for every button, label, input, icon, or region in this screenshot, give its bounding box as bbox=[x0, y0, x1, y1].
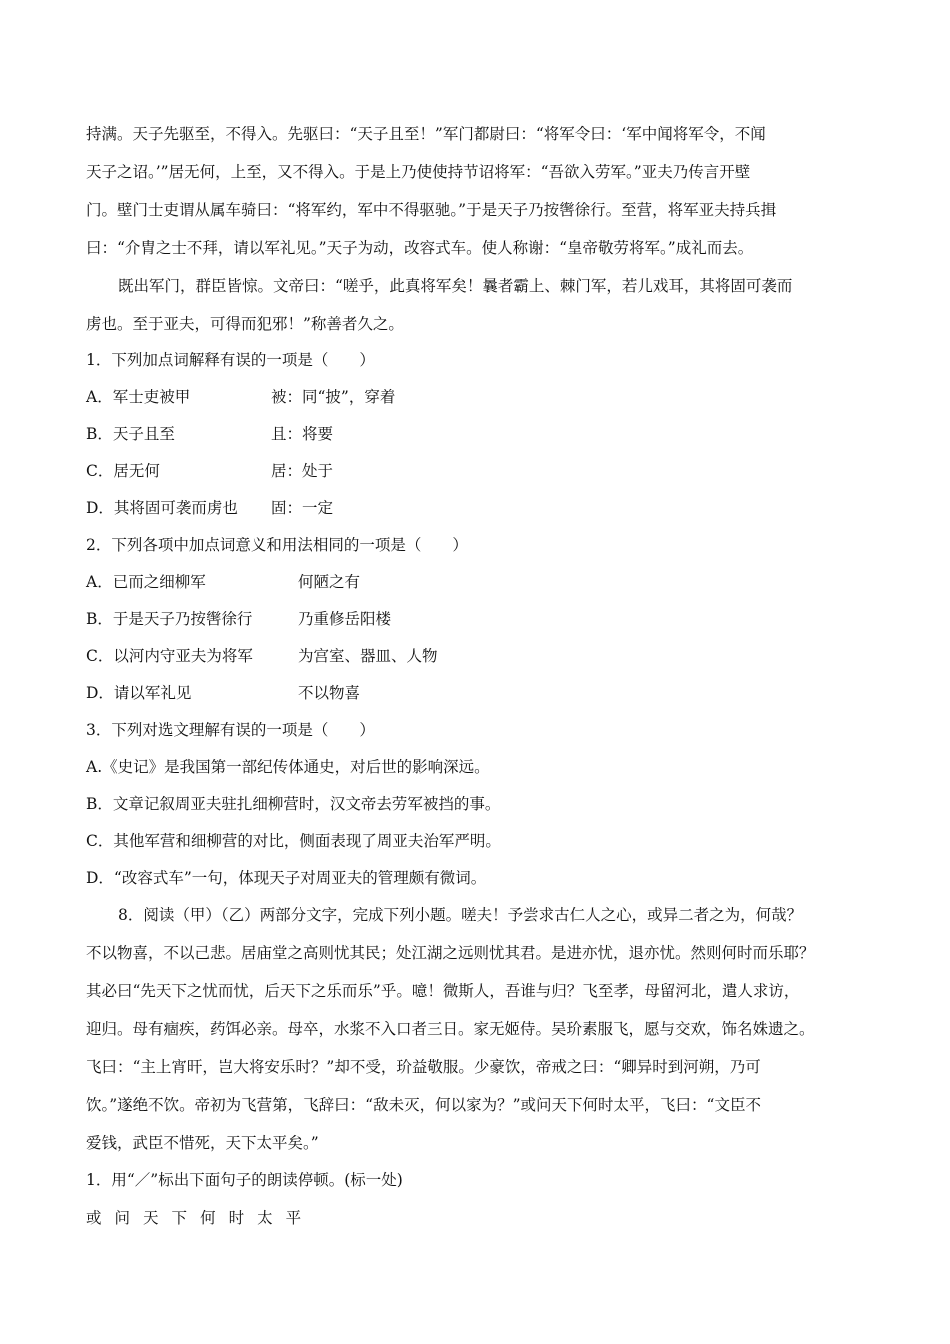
sentence-char: 问 bbox=[114, 1209, 131, 1227]
question-option: C．其他军营和细柳营的对比，侧面表现了周亚夫治军严明。 bbox=[86, 832, 501, 850]
option-note: 不以物喜 bbox=[298, 684, 361, 702]
question-option: B．文章记叙周亚夫驻扎细柳营时，汉文帝去劳军被挡的事。 bbox=[86, 795, 501, 813]
option-text: B．天子且至 bbox=[86, 425, 175, 443]
passage-line: 8．阅读（甲）（乙）两部分文字，完成下列小题。嗟夫！予尝求古仁人之心，或异二者之为，何哉？ bbox=[118, 906, 803, 924]
passage-line: 虏也。至于亚夫，可得而犯邪！”称善者久之。 bbox=[86, 315, 404, 333]
pause-marking-sentence bbox=[86, 1208, 876, 1228]
passage-line: 天子之诏。’”居无何，上至，又不得入。于是上乃使使持节诏将军：“吾欲入劳军。”亚夫乃传言开壁 bbox=[86, 163, 751, 181]
question-option bbox=[86, 609, 876, 629]
option-text: C．以河内守亚夫为将军 bbox=[86, 647, 253, 665]
option-text: A．军士吏被甲 bbox=[86, 388, 191, 406]
option-text: C．居无何 bbox=[86, 462, 160, 480]
question-option bbox=[86, 424, 876, 444]
option-note: 被：同“披”，穿着 bbox=[271, 388, 396, 406]
question-option bbox=[86, 461, 876, 481]
passage-line: 持满。天子先驱至，不得入。先驱曰：“天子且至！”军门都尉曰：“将军令曰：‘军中闻将军令，不闻 bbox=[86, 125, 766, 143]
question-option bbox=[86, 572, 876, 592]
sentence-char: 何 bbox=[200, 1209, 216, 1227]
question-stem: 1．用“／”标出下面句子的朗读停顿。(标一处) bbox=[86, 1171, 403, 1189]
sentence-char: 平 bbox=[285, 1209, 302, 1227]
option-note: 固：一定 bbox=[271, 499, 334, 517]
option-note: 何陋之有 bbox=[298, 573, 361, 591]
passage-line: 爱钱，武臣不惜死，天下太平矣。” bbox=[86, 1134, 319, 1152]
sentence-char: 时 bbox=[228, 1209, 245, 1227]
option-note: 为宫室、器皿、人物 bbox=[298, 647, 438, 665]
option-note: 居：处于 bbox=[271, 462, 334, 480]
option-note: 且：将要 bbox=[271, 425, 334, 443]
passage-line: 饮。”遂绝不饮。帝初为飞营第，飞辞曰：“敌未灭，何以家为？”或问天下何时太平，飞曰：“文臣不 bbox=[86, 1096, 761, 1114]
question-option bbox=[86, 646, 876, 666]
question-stem: 3．下列对选文理解有误的一项是（ ） bbox=[86, 721, 375, 739]
question-option bbox=[86, 387, 876, 407]
sentence-char: 天 bbox=[143, 1209, 159, 1227]
sentence-char: 太 bbox=[257, 1209, 273, 1227]
passage-line: 不以物喜，不以己悲。居庙堂之高则忧其民；处江湖之远则忧其君。是进亦忧，退亦忧。然则何时而乐耶？ bbox=[86, 944, 815, 962]
question-option bbox=[86, 683, 876, 703]
question-stem: 2．下列各项中加点词意义和用法相同的一项是（ ） bbox=[86, 536, 468, 554]
question-option: D．“改容式车”一句，体现天子对周亚夫的管理颇有微词。 bbox=[86, 869, 487, 887]
option-text: D．请以军礼见 bbox=[86, 684, 192, 702]
option-note: 乃重修岳阳楼 bbox=[298, 610, 392, 628]
passage-line: 曰：“介胄之士不拜，请以军礼见。”天子为动，改容式车。使人称谢：“皇帝敬劳将军。”成礼而去。 bbox=[86, 239, 754, 257]
passage-line: 飞曰：“主上宵旰，岂大将安乐时？”却不受，玠益敬服。少豪饮，帝戒之曰：“卿异时到河朔，乃可 bbox=[86, 1058, 761, 1076]
passage-line: 其必曰“先天下之忧而忧，后天下之乐而乐”乎。噫！微斯人，吾谁与归？飞至孝，母留河北，遣人求访， bbox=[86, 982, 800, 1000]
sentence-char: 或 bbox=[86, 1209, 102, 1227]
option-text: B．于是天子乃按辔徐行 bbox=[86, 610, 253, 628]
question-option bbox=[86, 498, 876, 518]
question-option: A.《史记》是我国第一部纪传体通史，对后世的影响深远。 bbox=[86, 758, 490, 776]
sentence-char: 下 bbox=[171, 1209, 188, 1227]
passage-line: 门。壁门士吏谓从属车骑曰：“将军约，军中不得驱驰。”于是天子乃按辔徐行。至营，将军亚夫持兵揖 bbox=[86, 201, 777, 219]
passage-line: 迎归。母有痼疾，药饵必亲。母卒，水浆不入口者三日。家无姬侍。吴玠素服飞，愿与交欢，饰名姝遗之。 bbox=[86, 1020, 815, 1038]
passage-line: 既出军门，群臣皆惊。文帝曰：“嗟乎，此真将军矣！曩者霸上、棘门军，若儿戏耳，其将固可袭而 bbox=[118, 277, 793, 295]
option-text: D．其将固可袭而虏也 bbox=[86, 499, 238, 517]
question-stem: 1．下列加点词解释有误的一项是（ ） bbox=[86, 351, 375, 369]
option-text: A．已而之细柳军 bbox=[86, 573, 206, 591]
